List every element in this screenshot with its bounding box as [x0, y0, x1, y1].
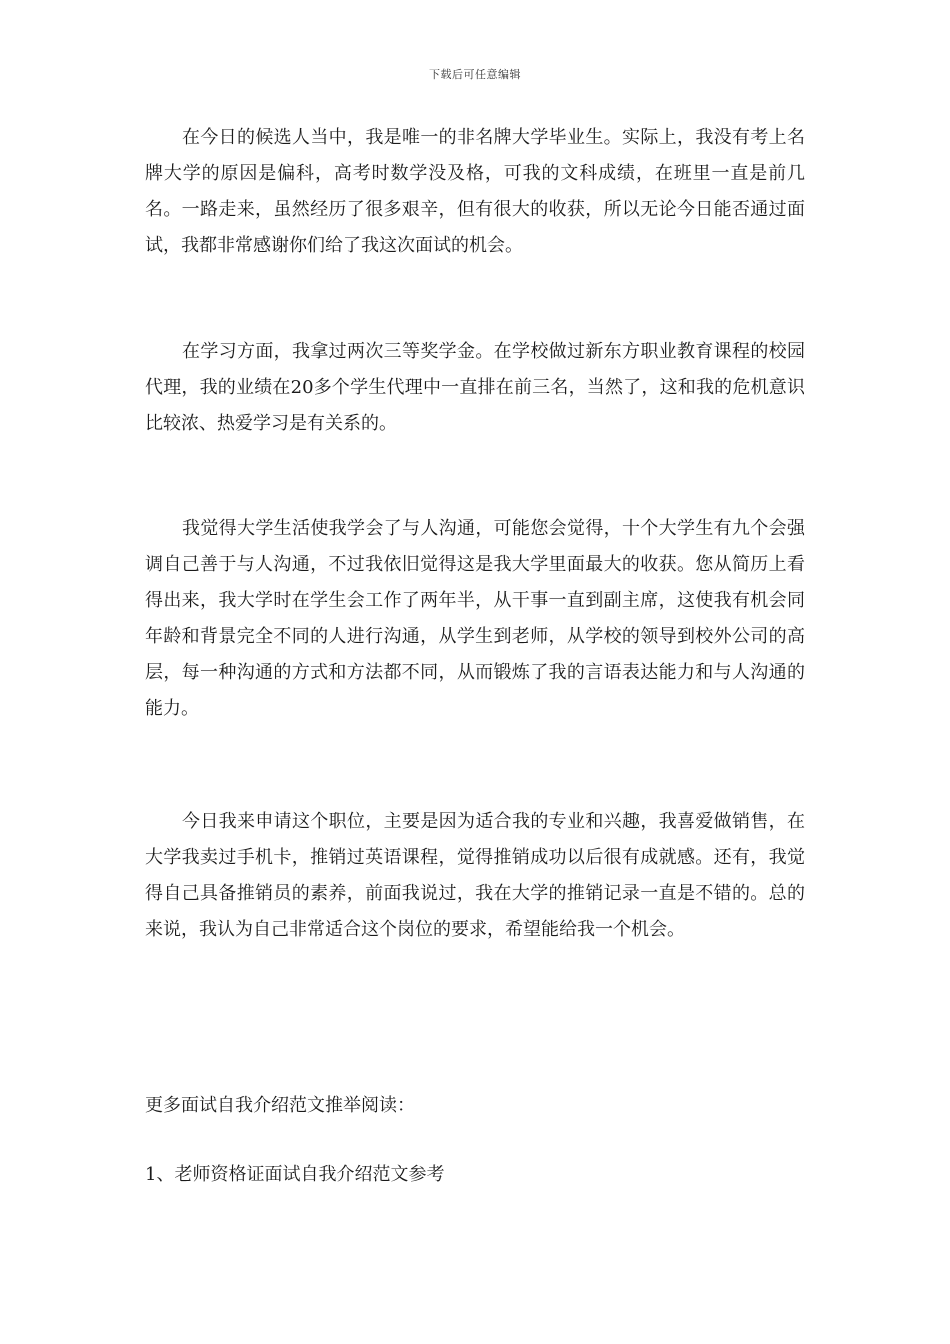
paragraph-4: 今日我来申请这个职位，主要是因为适合我的专业和兴趣，我喜爱做销售，在大学我卖过手机卡，推销过英语课程，觉得推销成功以后很有成就感。还有，我觉得自己具备推销员的素养，前面我说过，我在大学的推销记录一直是不错的。总的来说，我认为自己非常适合这个岗位的要求，希望能给我一个机会。 — [145, 811, 805, 940]
more-reading-item[interactable]: 1、老师资格证面试自我介绍范文参考 — [145, 1164, 445, 1185]
page-header: 下载后可任意编辑 — [429, 68, 521, 81]
more-reading-heading: 更多面试自我介绍范文推举阅读： — [145, 1095, 415, 1116]
paragraph-3: 我觉得大学生活使我学会了与人沟通，可能您会觉得，十个大学生有九个会强调自己善于与人沟通，不过我依旧觉得这是我大学里面最大的收获。您从简历上看得出来，我大学时在学生会工作了两年半，从干事一直到副主席，这使我有机会同年龄和背景完全不同的人进行沟通，从学生到老师，从学校的领导到校外公司的高层，每一种沟通的方式和方法都不同，从而锻炼了我的言语表达能力和与人沟通的能力。 — [145, 518, 805, 719]
paragraph-2: 在学习方面，我拿过两次三等奖学金。在学校做过新东方职业教育课程的校园代理，我的业绩在20多个学生代理中一直排在前三名，当然了，这和我的危机意识比较浓、热爱学习是有关系的。 — [145, 341, 805, 434]
paragraph-1: 在今日的候选人当中，我是唯一的非名牌大学毕业生。实际上，我没有考上名牌大学的原因是偏科，高考时数学没及格，可我的文科成绩，在班里一直是前几名。一路走来，虽然经历了很多艰辛，但有很大的收获，所以无论今日能否通过面试，我都非常感谢你们给了我这次面试的机会。 — [145, 127, 805, 256]
